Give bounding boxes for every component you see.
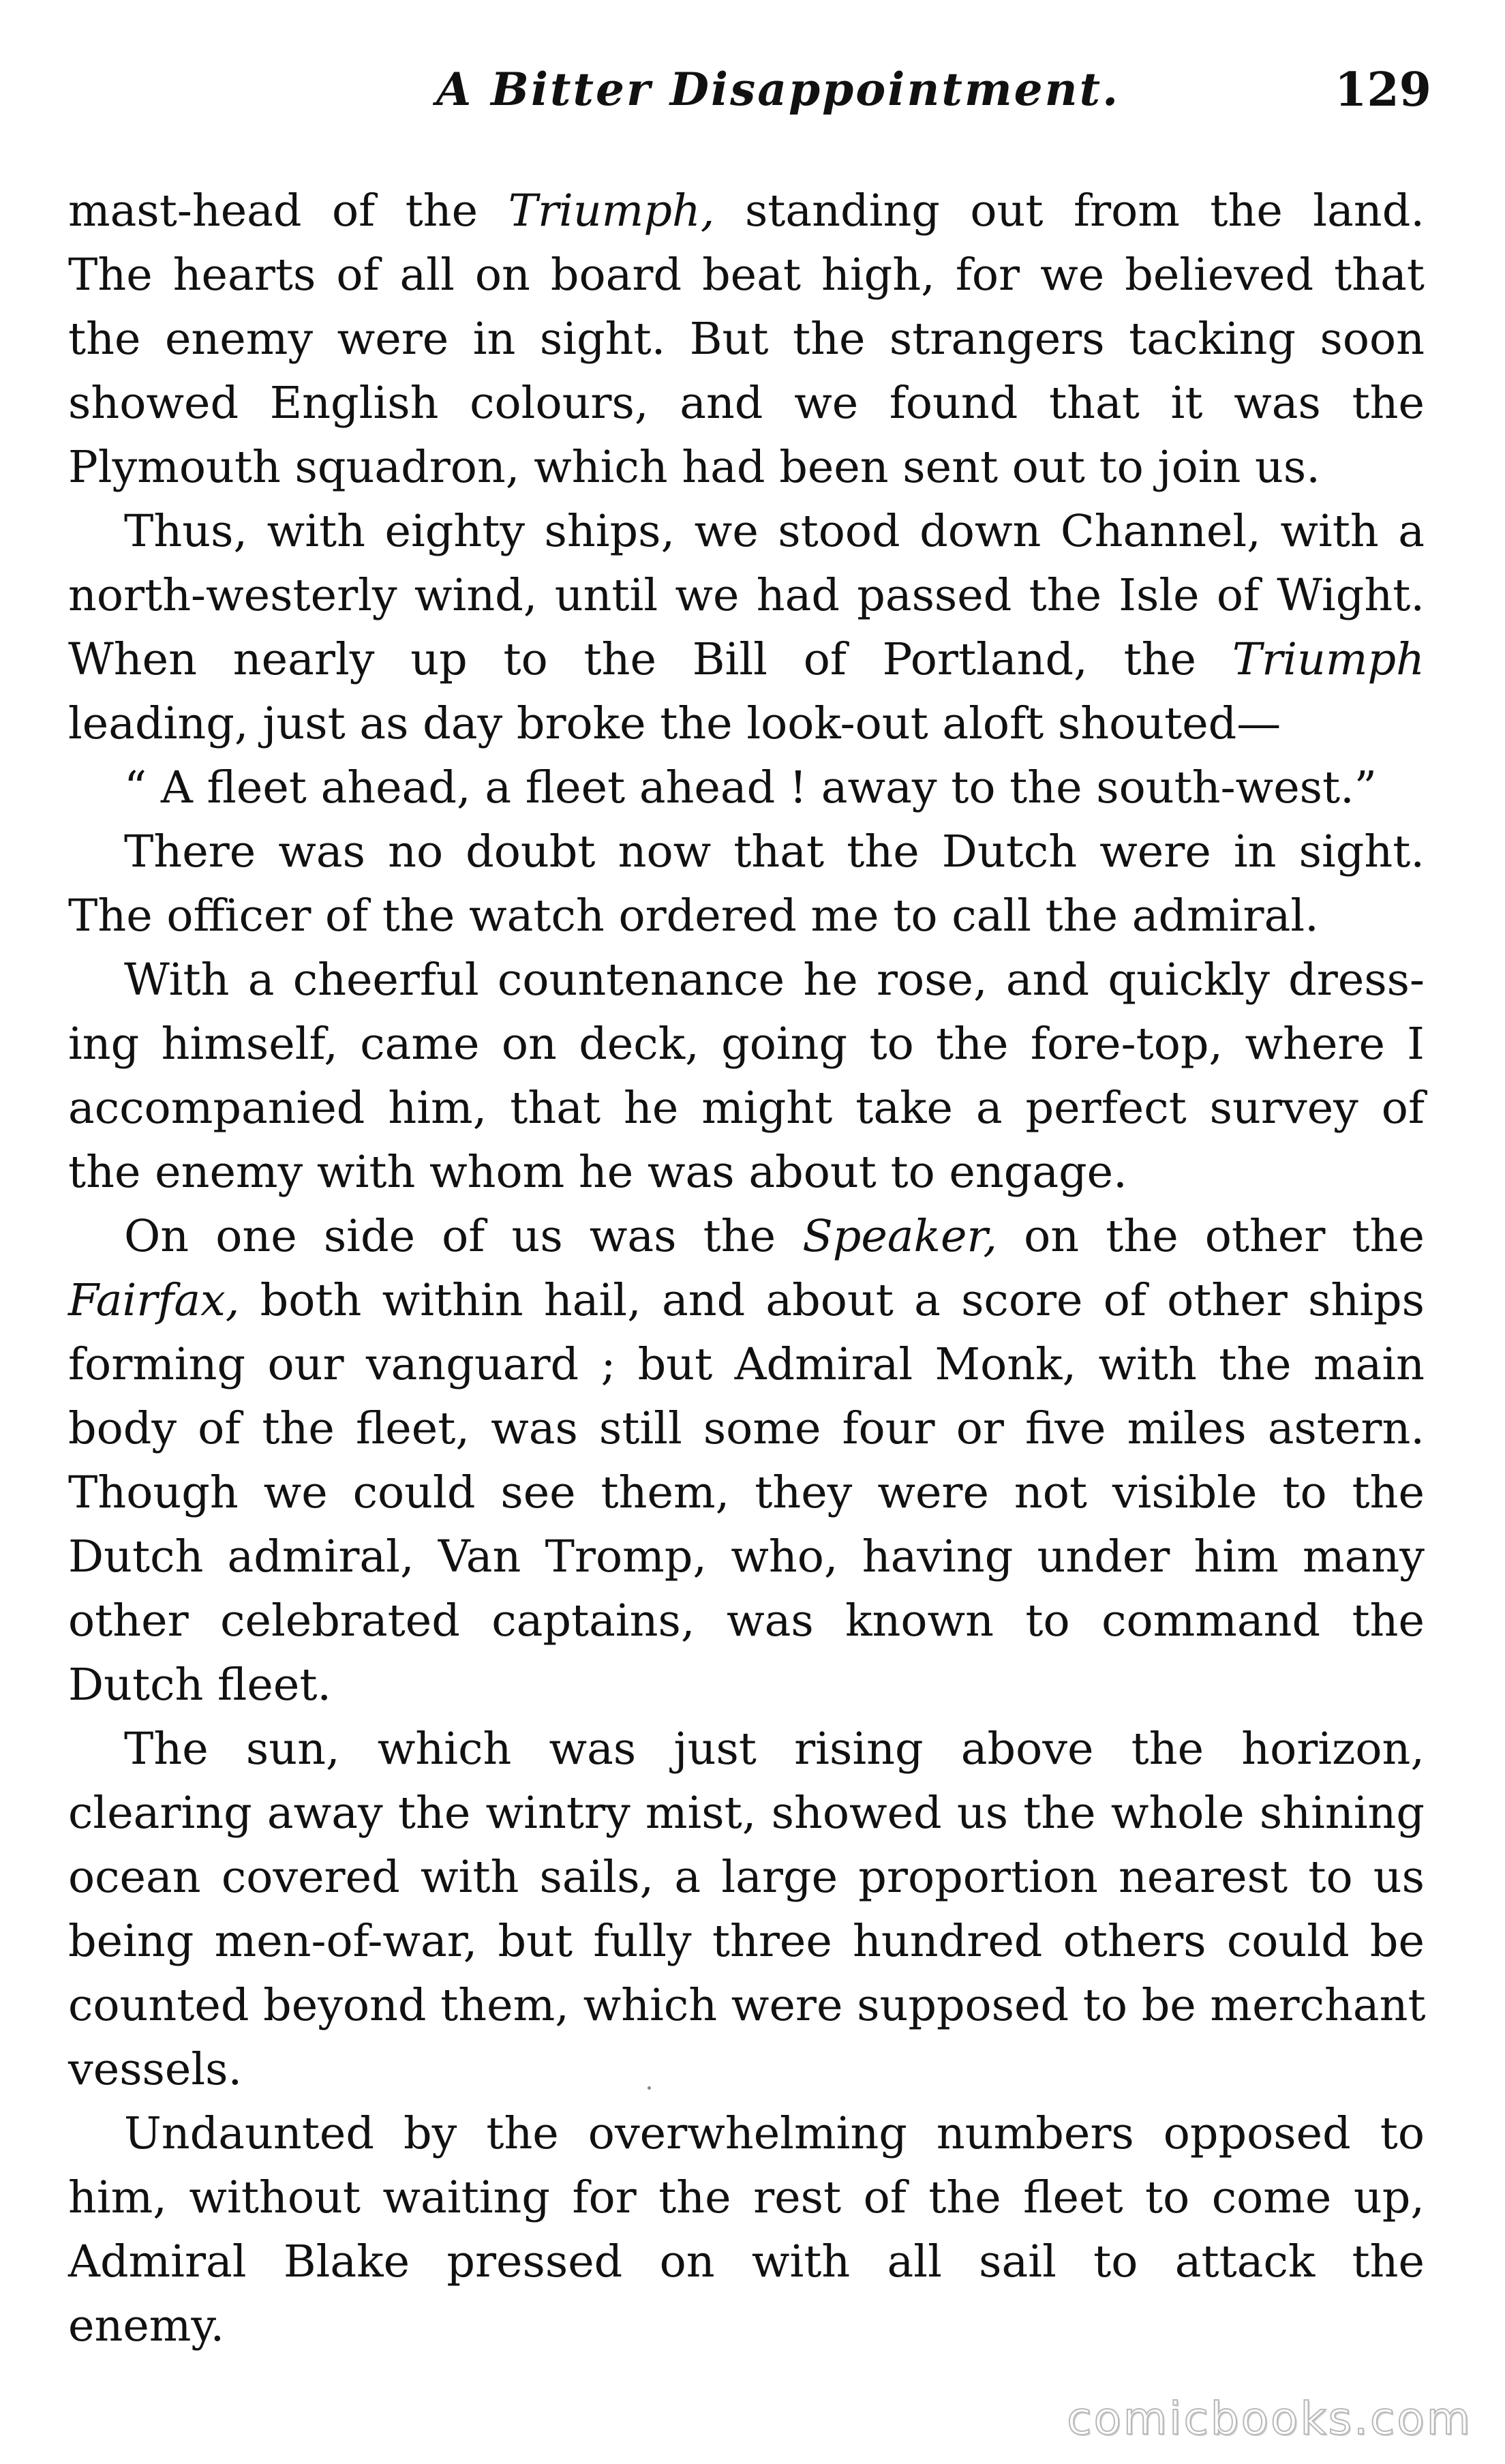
text-line: clearing away the wintry mist, showed us the whole shining (68, 1788, 1425, 1839)
text-line: him, without waiting for the rest of the fleet to come up, (68, 2172, 1425, 2223)
running-header (0, 63, 1505, 131)
text-line: Though we could see them, they were not visible to the (68, 1467, 1425, 1518)
text-line: When nearly up to the Bill of Portland, the Triumph (68, 634, 1425, 685)
text-line: The officer of the watch ordered me to call the admiral. (68, 890, 1319, 942)
body-text (68, 179, 1425, 2358)
text-line: The hearts of all on board beat high, for we believed that (68, 250, 1425, 301)
text-line: Admiral Blake pressed on with all sail to attack the (68, 2236, 1425, 2287)
text-line: being men-of-war, but fully three hundred others could be (68, 1916, 1425, 1967)
text-line: vessels. (68, 2044, 243, 2095)
text-line: Thus, with eighty ships, we stood down Channel, with a (124, 506, 1425, 557)
text-line: mast-head of the Triumph, standing out from the land. (68, 185, 1425, 237)
text-line: The sun, which was just rising above the horizon, (124, 1724, 1425, 1775)
text-line: Dutch fleet. (68, 1659, 332, 1711)
text-line: showed English colours, and we found that it was the (68, 378, 1425, 429)
text-line: the enemy were in sight. But the strangers tacking soon (68, 314, 1425, 365)
watermark-logo: comicbooks.com (1067, 2392, 1472, 2445)
text-line: leading, just as day broke the look-out aloft shouted— (68, 698, 1281, 749)
text-line: There was no doubt now that the Dutch were in sight. (124, 826, 1425, 877)
text-line: enemy. (68, 2300, 225, 2352)
text-line: north-westerly wind, until we had passed the Isle of Wight. (68, 570, 1425, 621)
running-title: A Bitter Disappointment. (436, 63, 1121, 116)
print-speck (648, 2086, 651, 2090)
text-line: Dutch admiral, Van Tromp, who, having under him many (68, 1531, 1425, 1582)
text-line: With a cheerful countenance he rose, and quickly dress- (124, 955, 1425, 1006)
page-number: 129 (1335, 63, 1431, 117)
text-line: body of the fleet, was still some four or five miles astern. (68, 1403, 1425, 1454)
text-line: ing himself, came on deck, going to the fore-top, where I (68, 1019, 1425, 1070)
text-line: the enemy with whom he was about to engage. (68, 1147, 1127, 1198)
text-line: “ A fleet ahead, a fleet ahead ! away to the south-west.” (124, 762, 1378, 813)
text-line: counted beyond them, which were supposed to be merchant (68, 1980, 1426, 2031)
text-line: other celebrated captains, was known to command the (68, 1595, 1425, 1647)
text-line: On one side of us was the Speaker, on the other the (124, 1211, 1425, 1262)
text-line: forming our vanguard ; but Admiral Monk, with the main (68, 1339, 1425, 1390)
text-line: Undaunted by the overwhelming numbers opposed to (124, 2108, 1425, 2159)
text-line: Plymouth squadron, which had been sent out to join us. (68, 442, 1320, 493)
text-line: ocean covered with sails, a large proportion nearest to us (68, 1852, 1425, 1903)
text-line: Fairfax, both within hail, and about a score of other ships (68, 1275, 1425, 1326)
text-line: accompanied him, that he might take a perfect survey of (68, 1083, 1425, 1134)
